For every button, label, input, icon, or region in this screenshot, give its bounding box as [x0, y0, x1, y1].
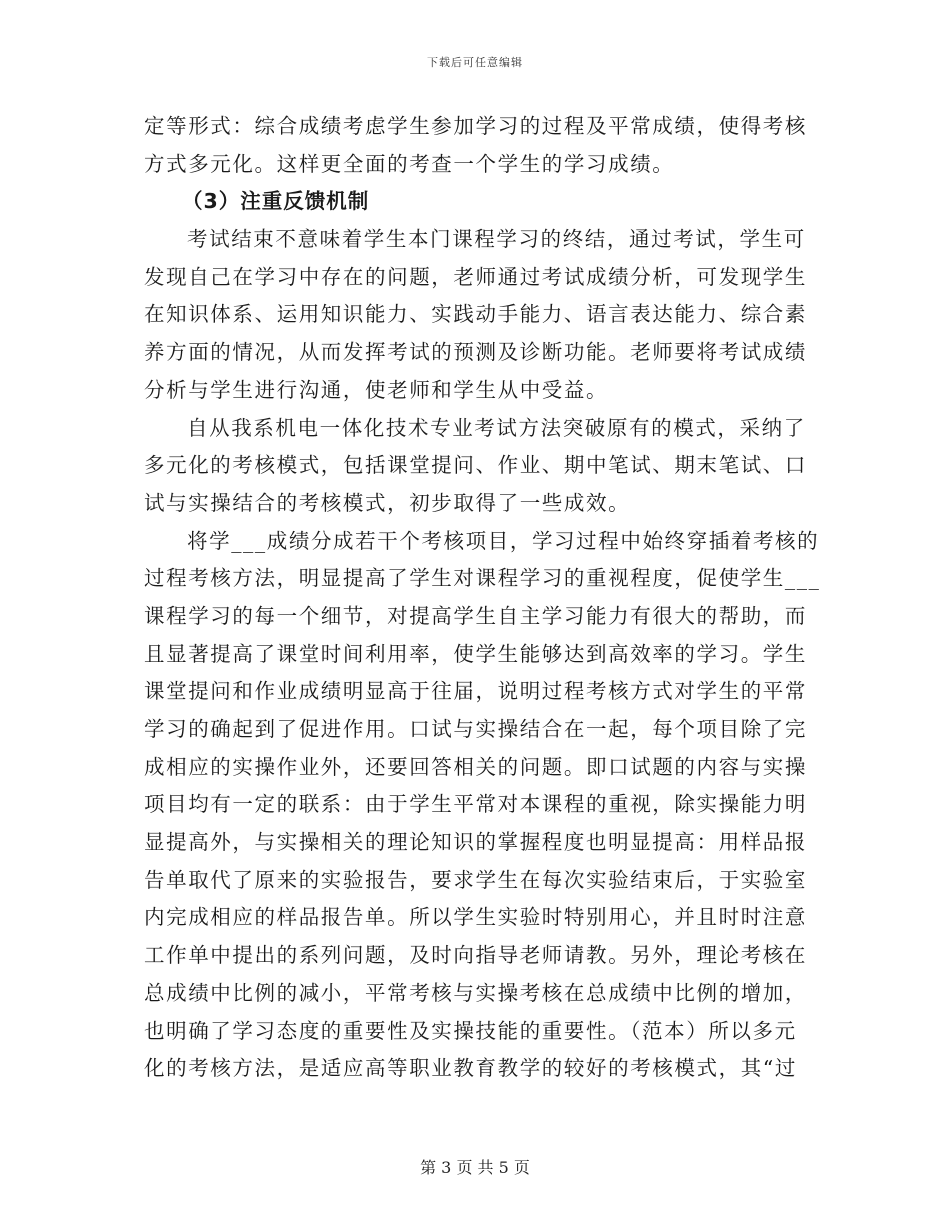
body-line: 工作单中提出的系列问题，及时向指导老师请教。另外，理论考核在	[144, 943, 807, 968]
page-header: 下载后可任意编辑	[427, 56, 523, 69]
body-line: 项目均有一定的联系：由于学生平常对本课程的重视，除实操能力明	[144, 792, 807, 817]
document-body	[144, 108, 821, 1088]
section-heading: （3）注重反馈机制	[182, 189, 370, 214]
body-line: 发现自己在学习中存在的问题，老师通过考试成绩分析，可发现学生	[144, 264, 807, 289]
body-line: 将学___成绩分成若干个考核项目，学习过程中始终穿插着考核的	[187, 528, 820, 553]
body-line: 过程考核方法，明显提高了学生对课程学习的重视程度，促使学生___	[144, 566, 821, 591]
body-line: 内完成相应的样品报告单。所以学生实验时特别用心，并且时时注意	[144, 905, 807, 930]
body-line: 方式多元化。这样更全面的考查一个学生的学习成绩。	[144, 151, 675, 176]
body-line: 化的考核方法，是适应高等职业教育教学的较好的考核模式，其“过	[144, 1056, 797, 1081]
page-number: 第 3 页 共 5 页	[420, 1158, 530, 1177]
body-line: 课程学习的每一个细节，对提高学生自主学习能力有很大的帮助，而	[144, 603, 807, 628]
body-line: 成相应的实操作业外，还要回答相关的问题。即口试题的内容与实操	[144, 754, 807, 779]
body-line: 定等形式：综合成绩考虑学生参加学习的过程及平常成绩，使得考核	[144, 114, 807, 138]
body-line: 在知识体系、运用知识能力、实践动手能力、语言表达能力、综合素	[144, 302, 807, 327]
body-line: 课堂提问和作业成绩明显高于往届，说明过程考核方式对学生的平常	[144, 679, 807, 704]
body-line: 试与实操结合的考核模式，初步取得了一些成效。	[144, 490, 631, 515]
body-line: 自从我系机电一体化技术专业考试方法突破原有的模式，采纳了	[187, 415, 806, 440]
body-line: 多元化的考核模式，包括课堂提问、作业、期中笔试、期末笔试、口	[144, 453, 807, 478]
body-line: 学习的确起到了促进作用。口试与实操结合在一起，每个项目除了完	[144, 717, 807, 741]
body-line: 且显著提高了课堂时间利用率，使学生能够达到高效率的学习。学生	[144, 641, 807, 666]
body-line: 分析与学生进行沟通，使老师和学生从中受益。	[144, 377, 609, 402]
body-line: 总成绩中比例的减小，平常考核与实操考核在总成绩中比例的增加，	[144, 980, 807, 1005]
body-line: 显提高外，与实操相关的理论知识的掌握程度也明显提高：用样品报	[144, 830, 807, 855]
body-line: 告单取代了原来的实验报告，要求学生在每次实验结束后，于实验室	[144, 867, 807, 892]
body-line: 养方面的情况，从而发挥考试的预测及诊断功能。老师要将考试成绩	[144, 340, 807, 365]
body-line: 考试结束不意味着学生本门课程学习的终结，通过考试，学生可	[187, 227, 806, 252]
body-line: 也明确了学习态度的重要性及实操技能的重要性。（范本）所以多元	[144, 1018, 797, 1043]
